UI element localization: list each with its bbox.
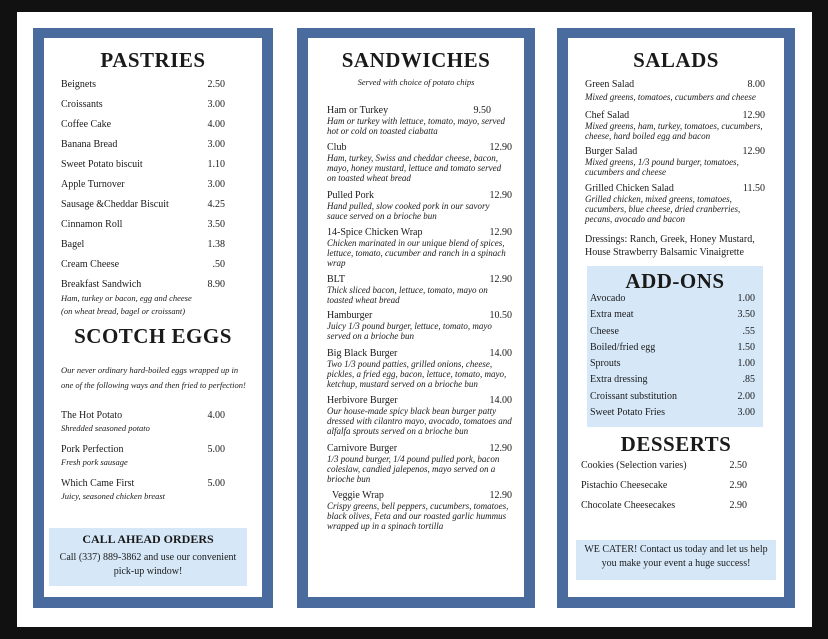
list-item: Croissants 3.00 bbox=[61, 99, 225, 110]
list-item: Big Black Burger 14.00 Two 1/3 pound patties, grilled onions, cheese, pickles, a fried egg, bacon, lettuce, tomato, mayo, ketchup, mustard served on a brioche bun bbox=[327, 348, 512, 390]
catering-box bbox=[576, 540, 776, 580]
panel-pastries bbox=[33, 28, 273, 608]
panel-sandwiches bbox=[297, 28, 535, 608]
list-item: Apple Turnover 3.00 bbox=[61, 179, 225, 190]
list-item: Breakfast Sandwich 8.90 bbox=[61, 279, 225, 290]
salads-title: SALADS bbox=[633, 48, 719, 72]
list-item: Boiled/fried egg 1.50 bbox=[590, 341, 755, 353]
list-item: Croissant substitution 2.00 bbox=[590, 390, 755, 402]
list-item: The Hot Potato 4.00 Shredded seasoned potato bbox=[61, 410, 225, 433]
list-item: Which Came First 5.00 Juicy, seasoned chicken breast bbox=[61, 478, 225, 501]
list-item: Pork Perfection 5.00 Fresh pork sausage bbox=[61, 444, 225, 467]
list-item: Pistachio Cheesecake 2.90 bbox=[581, 480, 747, 491]
list-item: Burger Salad 12.90 Mixed greens, 1/3 pound burger, tomatoes, cucumbers and cheese bbox=[585, 146, 765, 178]
list-item: Cinnamon Roll 3.50 bbox=[61, 219, 225, 230]
sandwiches-list bbox=[327, 105, 512, 530]
catering-text: WE CATER! Contact us today and let us help you make your event a huge success! bbox=[584, 544, 768, 569]
list-item: Bagel 1.38 bbox=[61, 239, 225, 250]
list-item: Banana Bread 3.00 bbox=[61, 139, 225, 150]
list-item: Sweet Potato Fries 3.00 bbox=[590, 407, 755, 419]
list-item: Cookies (Selection varies) 2.50 bbox=[581, 460, 747, 471]
list-item: Avocado 1.00 bbox=[590, 293, 755, 304]
addons-title: ADD-ONS bbox=[625, 269, 725, 293]
salads-list bbox=[585, 79, 765, 259]
sandwiches-subtitle: Served with choice of potato chips bbox=[357, 77, 475, 87]
dressings: Dressings: Ranch, Greek, Honey Mustard, House Strawberry Balsamic Vinaigrette bbox=[585, 234, 755, 258]
list-item: Pulled Pork 12.90 Hand pulled, slow cooked pork in our savory sauce served on a brioche bun bbox=[327, 190, 512, 222]
call-ahead-box bbox=[49, 528, 247, 586]
scotch-eggs-intro: Our never ordinary hard-boiled eggs wrapped up in one of the following ways and then fried to perfection! bbox=[61, 365, 246, 390]
list-item: Beignets 2.50 bbox=[61, 79, 225, 90]
list-item: 14-Spice Chicken Wrap 12.90 Chicken marinated in our unique blend of spices, lettuce, tomato, cucumber and ranch in a spinach wrap bbox=[327, 227, 512, 269]
desserts-list bbox=[581, 460, 747, 520]
list-item: Extra dressing .85 bbox=[590, 374, 755, 386]
list-item: Ham or Turkey 9.50 Ham or turkey with lettuce, tomato, mayo, served hot or cold on toasted ciabatta bbox=[327, 105, 505, 137]
list-item: Cheese .55 bbox=[590, 325, 755, 337]
addons-box bbox=[587, 266, 763, 427]
list-item: Grilled Chicken Salad 11.50 Grilled chicken, mixed greens, tomatoes, cucumbers, blue cheese, dried cranberries, pecans, avocado and bacon bbox=[585, 183, 765, 225]
call-ahead-title: CALL AHEAD ORDERS bbox=[82, 532, 214, 546]
list-item: Extra meat 3.50 bbox=[590, 309, 755, 321]
call-ahead-text: Call (337) 889-3862 and use our convenient pick-up window! bbox=[59, 552, 237, 577]
list-item: Sprouts 1.00 bbox=[590, 358, 755, 370]
pastries-title: PASTRIES bbox=[100, 48, 206, 72]
addons-list bbox=[590, 293, 755, 423]
list-item: BLT 12.90 Thick sliced bacon, lettuce, tomato, mayo on toasted wheat bread bbox=[327, 274, 512, 306]
list-item: Chocolate Cheesecakes 2.90 bbox=[581, 500, 747, 511]
menu-sheet bbox=[17, 12, 812, 627]
scotch-eggs-title: SCOTCH EGGS bbox=[74, 324, 232, 348]
list-item: Cream Cheese .50 bbox=[61, 259, 225, 270]
list-item: Hamburger 10.50 Juicy 1/3 pound burger, lettuce, tomato, mayo served on a brioche bun bbox=[327, 310, 512, 342]
panel-salads bbox=[557, 28, 795, 608]
pastries-list bbox=[61, 79, 225, 318]
sandwiches-title: SANDWICHES bbox=[341, 48, 491, 72]
list-item: Club 12.90 Ham, turkey, Swiss and cheddar cheese, bacon, mayo, honey mustard, lettuce and tomato served on toasted wheat bread bbox=[327, 142, 512, 184]
breakfast-desc: Ham, turkey or bacon, egg and cheese (on wheat bread, bagel or croissant) bbox=[61, 293, 192, 316]
list-item: Sweet Potato biscuit 1.10 bbox=[61, 159, 225, 170]
scotch-eggs-list bbox=[61, 410, 225, 512]
list-item: Coffee Cake 4.00 bbox=[61, 119, 225, 130]
list-item: Veggie Wrap 12.90 Crispy greens, bell peppers, cucumbers, tomatoes, black olives, Feta and our roasted garlic hummus wrapped up in a spinach tortilla bbox=[327, 490, 512, 532]
desserts-title: DESSERTS bbox=[620, 432, 732, 456]
list-item: Green Salad 8.00 Mixed greens, tomatoes, cucumbers and cheese bbox=[585, 79, 765, 102]
list-item: Sausage &Cheddar Biscuit 4.25 bbox=[61, 199, 225, 210]
list-item: Chef Salad 12.90 Mixed greens, ham, turkey, tomatoes, cucumbers, cheese, hard boiled egg and bacon bbox=[585, 110, 765, 142]
list-item: Carnivore Burger 12.90 1/3 pound burger, 1/4 pound pulled pork, bacon coleslaw, candied jalepenos, mayo served on a brioche bun bbox=[327, 443, 512, 485]
list-item: Herbivore Burger 14.00 Our house-made spicy black bean burger patty dressed with cilantro mayo, avocado, tomatoes and alfalfa sprouts served on a brioche bun bbox=[327, 395, 512, 437]
